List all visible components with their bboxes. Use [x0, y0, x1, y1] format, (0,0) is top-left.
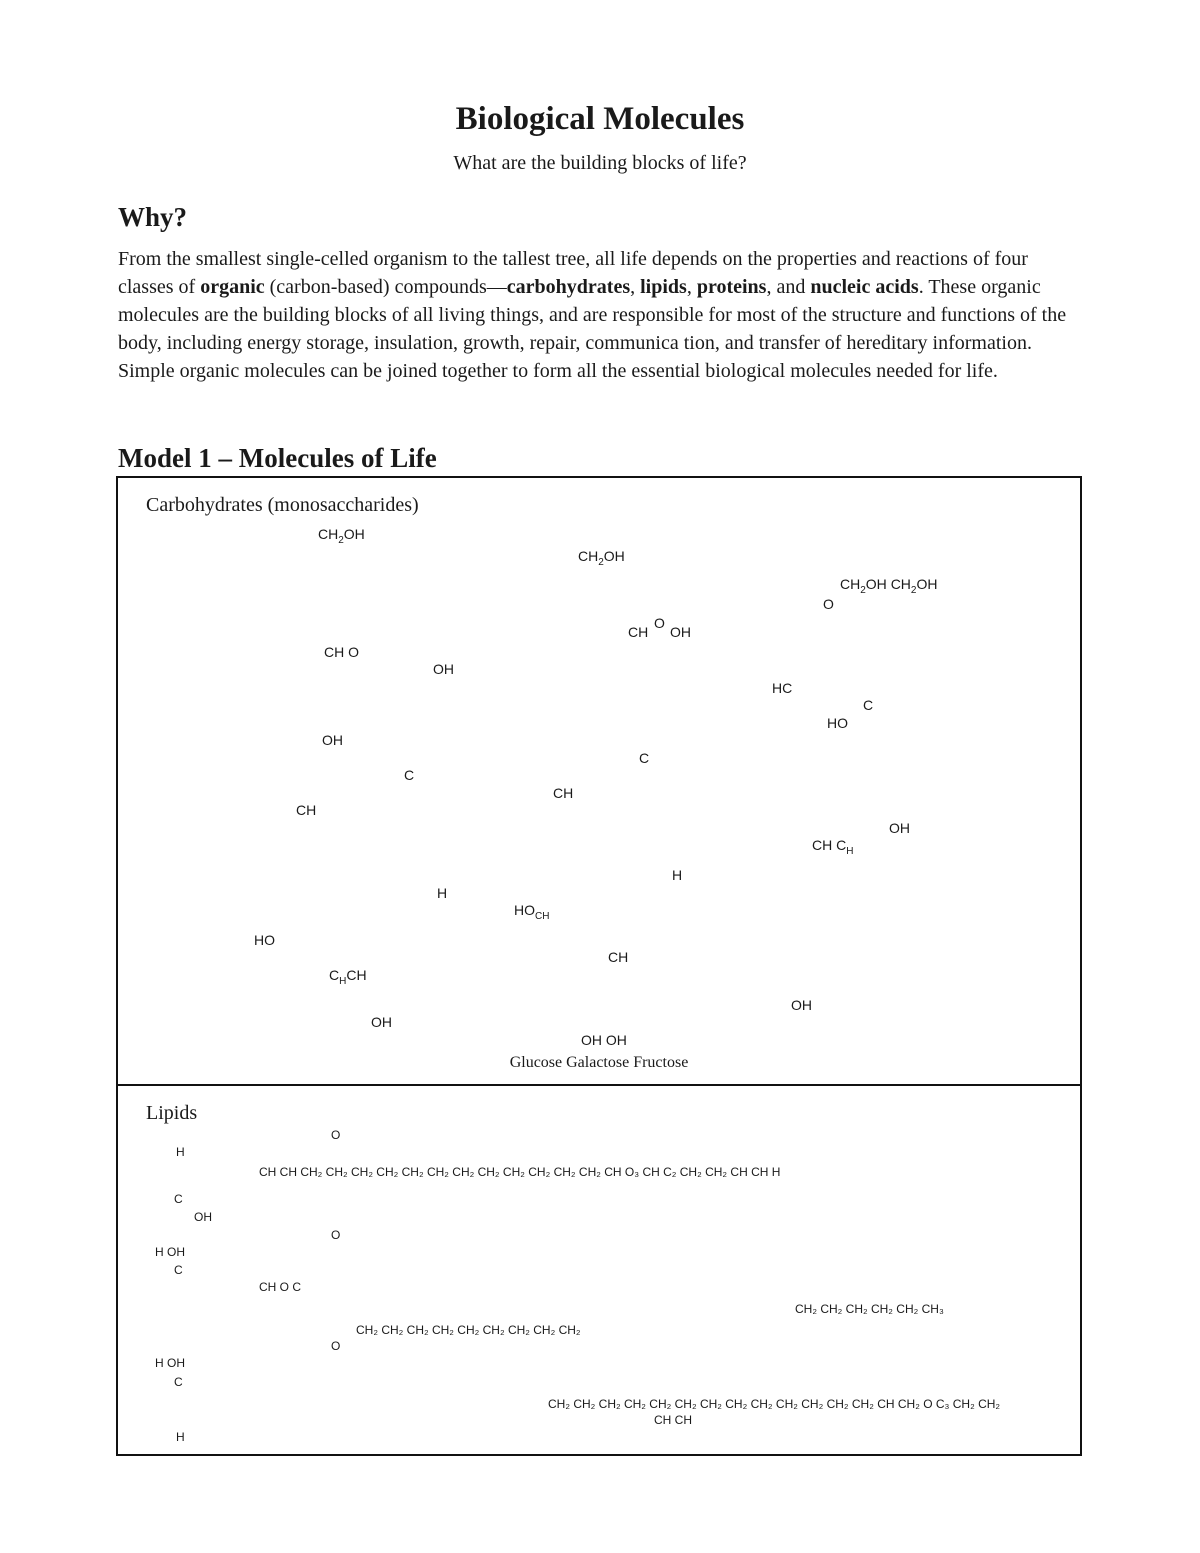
formula-fragment: CH₂ CH₂ CH₂ CH₂ CH₂ CH₂ CH₂ CH₂ CH₂ CH₂ CH₂ CH₂ CH₂ CH CH₂ O C₃ CH₂ CH₂	[548, 1397, 1001, 1411]
term-lipids: lipids	[640, 276, 687, 298]
formula-fragment: H	[176, 1430, 185, 1444]
intro-text: . These organic molecules are the building blocks of all living things, and are responsible for most of the structure and functions of the body, including energy storage, insulation, growth, repair, communica tion, and transfer of hereditary information. Simple organic molecules can be joined together to form all the essential biological molecules needed for life.	[118, 276, 1067, 382]
formula-fragment: C	[639, 750, 650, 766]
formula-fragment: CH₂ CH₂ CH₂ CH₂ CH₂ CH₂ CH₂ CH₂ CH₂	[356, 1323, 581, 1337]
formula-fragment: CH	[608, 949, 629, 965]
formula-fragment: H	[437, 885, 448, 901]
formula-fragment: CH O	[324, 644, 359, 660]
formula-fragment: OH	[322, 732, 343, 748]
carbohydrates-panel	[116, 476, 1082, 1086]
term-nucleic-acids: nucleic acids	[810, 276, 919, 298]
intro-text: (carbon-based) compounds—	[264, 276, 507, 298]
formula-fragment: CH CH CH₂ CH₂ CH₂ CH₂ CH₂ CH₂ CH₂ CH₂ CH₂ CH₂ CH₂ CH₂ CH O₃ CH C₂ CH₂ CH₂ CH CH H	[259, 1165, 781, 1179]
formula-fragment: O	[331, 1228, 341, 1242]
formula-fragment: CH O C	[259, 1280, 301, 1294]
formula-fragment: H	[672, 867, 683, 883]
formula-fragment: OH	[791, 997, 812, 1013]
formula-fragment: OH	[371, 1014, 392, 1030]
intro-paragraph	[118, 245, 1083, 385]
formula-fragment: O	[331, 1128, 341, 1142]
formula-fragment: C	[174, 1375, 183, 1389]
formula-fragment: CH	[553, 785, 574, 801]
formula-fragment: H	[176, 1145, 185, 1159]
formula-fragment: O	[654, 615, 665, 631]
formula-fragment: HO	[827, 715, 848, 731]
formula-fragment: OH	[889, 820, 910, 836]
formula-fragment: C	[174, 1263, 183, 1277]
lipids-label: Lipids	[146, 1102, 198, 1124]
formula-fragment: $CH_2OH$ $CH_2OH$	[840, 576, 938, 596]
formula-fragment: CH	[296, 802, 317, 818]
formula-fragment: H OH	[155, 1245, 185, 1259]
formula-fragment: OH	[433, 661, 454, 677]
intro-text: From the smallest single-celled organism to the tallest tree, all life depends on the properties and reactions of four classes of	[118, 248, 1028, 298]
formula-fragment: CH $C_H$	[812, 837, 854, 857]
formula-fragment: CH	[628, 624, 649, 640]
page-subtitle: What are the building blocks of life?	[453, 152, 747, 174]
formula-fragment: OH OH	[581, 1032, 627, 1048]
term-organic: organic	[200, 276, 265, 298]
formula-fragment: $HO_{CH}$	[514, 902, 550, 922]
why-heading: Why?	[118, 202, 188, 232]
formula-fragment: HC	[772, 680, 793, 696]
formula-fragment: H OH	[155, 1356, 185, 1370]
intro-text: , and	[766, 276, 811, 298]
carbohydrates-label: Carbohydrates (monosaccharides)	[146, 494, 419, 516]
intro-text: ,	[686, 276, 697, 298]
formula-fragment: $C_HCH$	[329, 967, 367, 987]
formula-fragment: OH	[670, 624, 691, 640]
term-proteins: proteins	[696, 276, 767, 298]
carbohydrates-caption: Glucose Galactose Fructose	[509, 1054, 689, 1071]
formula-fragment: C	[404, 767, 415, 783]
formula-fragment: HO	[254, 932, 275, 948]
lipids-panel	[116, 1084, 1082, 1456]
formula-fragment: $CH_2OH$	[318, 526, 365, 546]
page-title: Biological Molecules	[455, 101, 745, 137]
formula-fragment: C	[174, 1192, 183, 1206]
formula-fragment: C	[863, 697, 874, 713]
formula-fragment: $CH_2OH$	[578, 548, 625, 568]
formula-fragment: OH	[194, 1210, 212, 1224]
formula-fragment: CH CH	[654, 1413, 692, 1427]
formula-fragment: O	[331, 1339, 341, 1353]
formula-fragment: CH₂ CH₂ CH₂ CH₂ CH₂ CH₃	[795, 1302, 944, 1316]
term-carbohydrates: carbohydrates	[506, 276, 631, 298]
intro-text: ,	[630, 276, 641, 298]
formula-fragment: O	[823, 596, 834, 612]
model-heading: Model 1 – Molecules of Life	[118, 443, 437, 473]
